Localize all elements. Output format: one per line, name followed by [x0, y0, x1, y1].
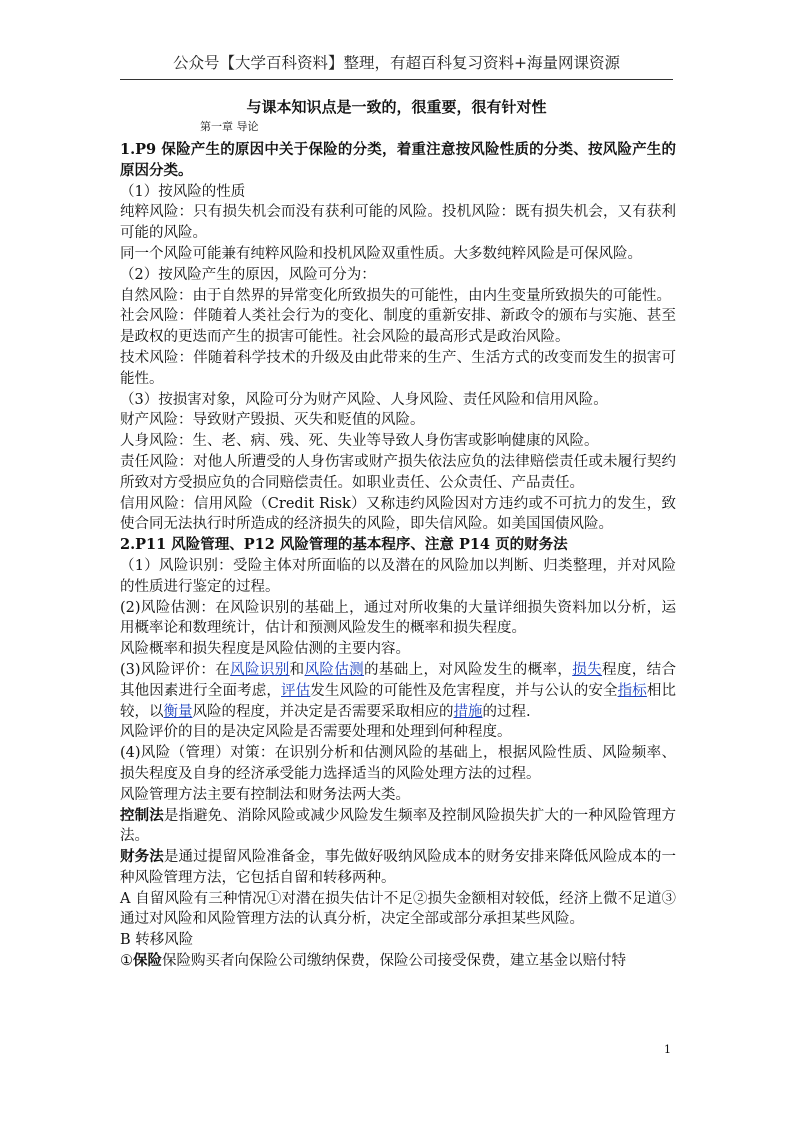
link-measures[interactable]: 措施 [453, 703, 483, 720]
paragraph-insurance [120, 951, 676, 972]
link-risk-estimation[interactable]: 风险估测 [304, 661, 365, 678]
page-header: 公众号【大学百科资料】整理，有超百科复习资料+海量网课资源 [173, 54, 620, 72]
text-run: 风险的程度，并决定是否需要采取相应的 [192, 703, 454, 720]
paragraph: A 自留风险有三种情况①对潜在损失估计不足②损失金额相对较低，经济上微不足道③通过对风险和风险管理方法的认真分析，决定全部或部分承担某些风险。 [120, 890, 676, 928]
section-2-heading: 2.P11 风险管理、P12 风险管理的基本程序、注意 P14 页的财务法 [120, 536, 568, 554]
paragraph: 同一个风险可能兼有纯粹风险和投机风险双重性质。大多数纯粹风险是可保风险。 [120, 245, 642, 262]
text-run: 保险购买者向保险公司缴纳保费，保险公司接受保费，建立基金以赔付特 [162, 953, 626, 970]
paragraph: (4)风险（管理）对策：在识别分析和估测风险的基础上，根据风险性质、风险频率、损失程度及自身的经济承受能力选择适当的风险处理方法的过程。 [120, 745, 676, 782]
document-body [120, 140, 676, 972]
link-loss[interactable]: 损失 [572, 661, 603, 678]
link-measure[interactable]: 衡量 [163, 703, 193, 720]
link-risk-identification[interactable]: 风险识别 [230, 661, 290, 678]
paragraph: 风险评价的目的是决定风险是否需要处理和处理到何种程度。 [120, 724, 512, 741]
text-run: 程度，结合其他因素进行全面考虑， [120, 661, 677, 699]
paragraph: 自然风险：由于自然界的异常变化所致损失的可能性，由内生变量所致损失的可能性。 [120, 287, 671, 304]
document-subtitle: 与课本知识点是一致的，很重要，很有针对性 [246, 98, 547, 116]
text-run: 发生风险的可能性及危害程度，并与公认的安全 [310, 682, 618, 699]
paragraph: (2)风险估测：在风险识别的基础上，通过对所收集的大量详细损失资料加以分析，运用概率论和数理统计，估计和预测风险发生的概率和损失程度。 [120, 599, 676, 637]
paragraph: 技术风险：伴随着科学技术的升级及由此带来的生产、生活方式的改变而发生的损害可能性。 [120, 349, 676, 387]
paragraph: B 转移风险 [120, 932, 194, 949]
term-insurance: 保险 [133, 952, 162, 970]
paragraph: 社会风险：伴随着人类社会行为的变化、制度的重新安排、新政令的颁布与实施、甚至是政权的更迭而产生的损害可能性。社会风险的最高形式是政治风险。 [120, 308, 676, 346]
term-control-method: 控制法 [120, 806, 164, 824]
link-indicator[interactable]: 指标 [617, 682, 647, 699]
paragraph: 责任风险：对他人所遭受的人身伤害或财产损失依法应负的法律赔偿责任或未履行契约所致对方受损应负的合同赔偿责任。如职业责任、公众责任、产品责任。 [120, 453, 676, 491]
paragraph: 风险概率和损失程度是风险估测的主要内容。 [120, 641, 410, 658]
header-divider [120, 79, 673, 80]
paragraph: 人身风险：生、老、病、残、死、失业等导致人身伤害或影响健康的风险。 [120, 433, 599, 450]
term-financial-method: 财务法 [120, 848, 164, 866]
paragraph: （1）按风险的性质 [120, 183, 246, 200]
text-run: 相比较，以 [120, 682, 677, 720]
paragraph: 风险管理方法主要有控制法和财务法两大类。 [120, 786, 410, 803]
page-number: 1 [664, 1043, 671, 1056]
text-run: 是指避免、消除风险或减少风险发生频率及控制风险损失扩大的一种风险管理方法。 [120, 807, 676, 845]
text-run: (3)风险评价：在 [120, 661, 231, 678]
text-run: 是通过提留风险准备金，事先做好吸纳风险成本的财务安排来降低风险成本的一种风险管理方法，它包括自留和转移两种。 [120, 849, 676, 886]
paragraph-financial-method [120, 847, 676, 889]
link-assessment[interactable]: 评估 [281, 682, 311, 699]
paragraph: 信用风险：信用风险（Credit Risk）又称违约风险因对方违约或不可抗力的发生，致使合同无法执行时所造成的经济损失的风险，即失信风险。如美国国债风险。 [120, 495, 676, 533]
paragraph: 财产风险：导致财产毁损、灭失和贬值的风险。 [120, 412, 425, 429]
text-run: 的基础上，对风险发生的概率， [364, 661, 573, 678]
text-run: 的过程. [482, 703, 531, 720]
text-run: ① [120, 953, 133, 970]
paragraph: （2）按风险产生的原因，风险可分为： [120, 266, 376, 283]
text-run: 和 [289, 661, 305, 678]
chapter-label: 第一章 导论 [200, 120, 259, 133]
section-1-heading: 1.P9 保险产生的原因中关于保险的分类，着重注意按风险性质的分类、按风险产生的原因分类。 [120, 141, 676, 179]
paragraph-control-method [120, 806, 676, 848]
paragraph: （3）按损害对象，风险可分为财产风险、人身风险、责任风险和信用风险。 [120, 391, 608, 408]
paragraph: （1）风险识别：受险主体对所面临的以及潜在的风险加以判断、归类整理，并对风险的性质进行鉴定的过程。 [120, 557, 676, 595]
paragraph-risk-evaluation [120, 660, 676, 722]
paragraph: 纯粹风险：只有损失机会而没有获利可能的风险。投机风险：既有损失机会，又有获利可能的风险。 [120, 204, 676, 242]
